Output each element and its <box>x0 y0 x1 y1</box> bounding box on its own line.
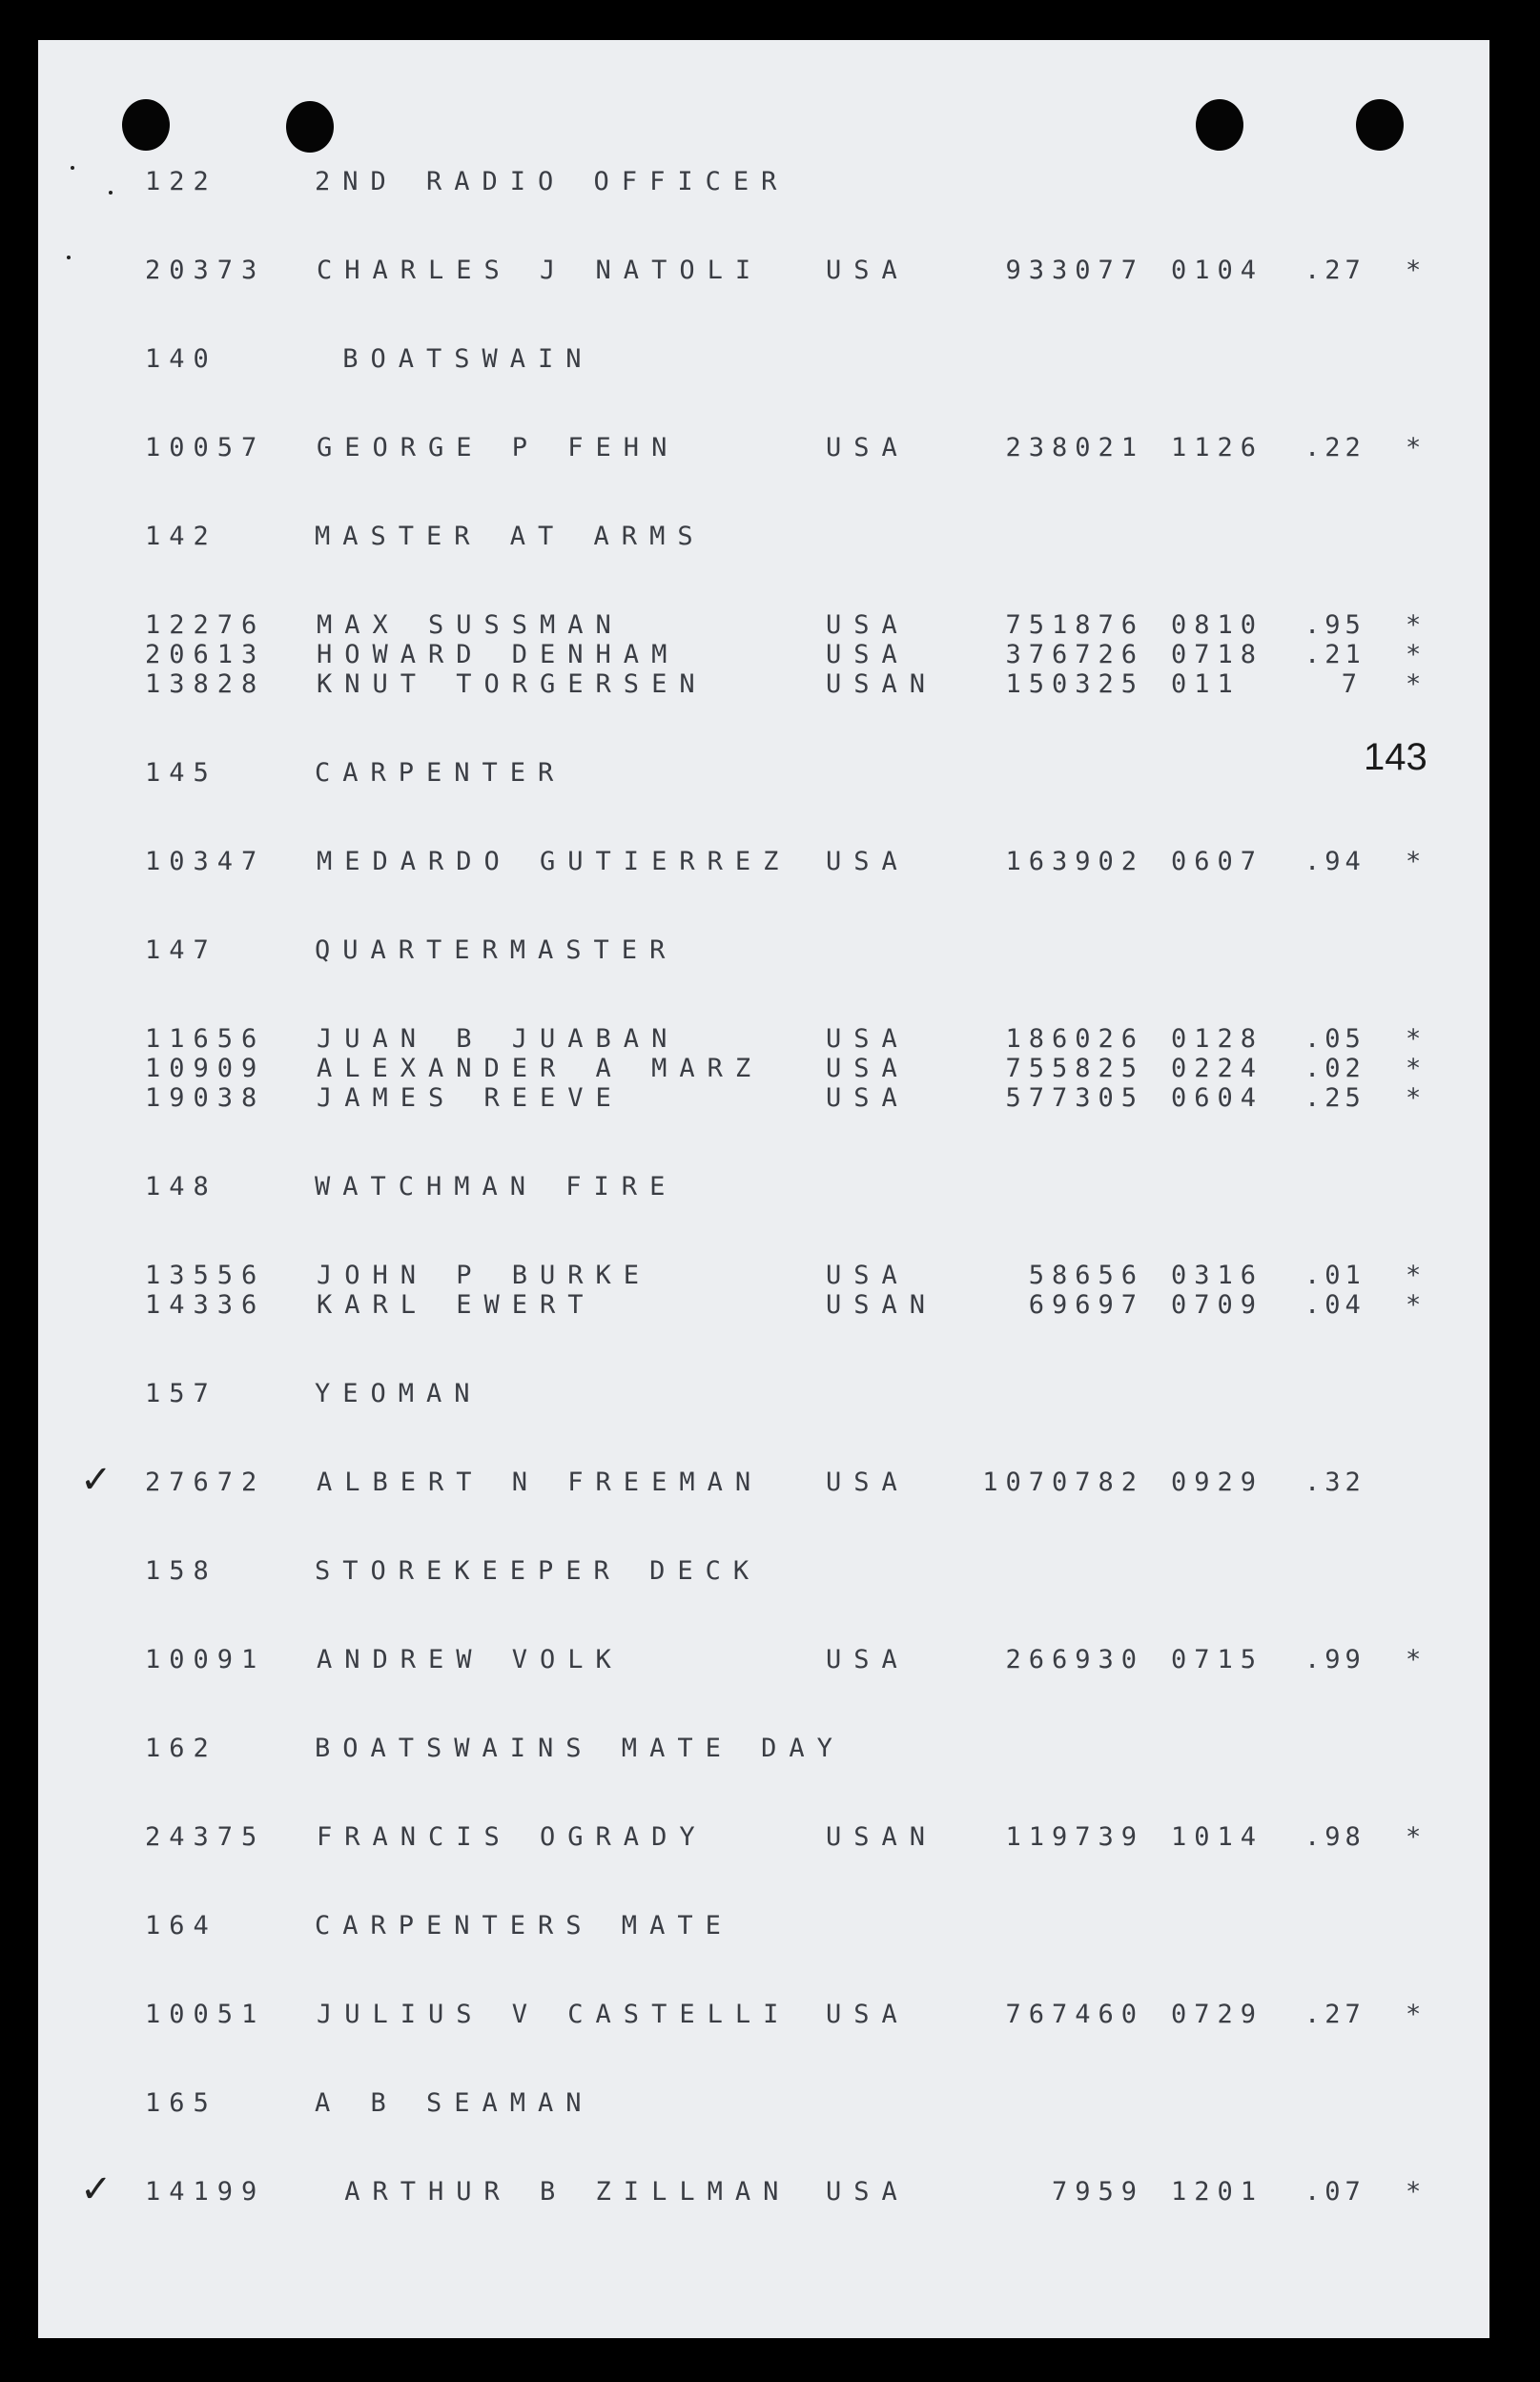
person-name: ALBERT N FREEMAN <box>317 1468 764 1497</box>
id-number: 186026 <box>1005 1024 1144 1054</box>
id-number: 58656 <box>1028 1261 1144 1290</box>
date-code: 0128 <box>1171 1024 1264 1054</box>
id-number: 150325 <box>1005 669 1144 699</box>
decimal-value: .99 <box>1304 1645 1365 1674</box>
date-code: 011 <box>1171 669 1241 699</box>
date-code: 1126 <box>1171 433 1264 462</box>
citizenship: USA <box>826 1468 910 1497</box>
citizenship: USA <box>826 2000 910 2029</box>
person-name: GEORGE P FEHN <box>317 433 680 462</box>
crew-entry-row <box>38 2167 1489 2215</box>
person-name: MAX SUSSMAN <box>317 610 624 640</box>
id-number: 577305 <box>1005 1083 1144 1113</box>
person-name: ARTHUR B ZILLMAN <box>317 2177 791 2207</box>
person-name: JULIUS V CASTELLI <box>317 2000 791 2029</box>
record-number: 24375 <box>145 1822 266 1852</box>
asterisk-mark: * <box>1406 610 1422 640</box>
person-name: ANDREW VOLK <box>317 1645 624 1674</box>
date-code: 0810 <box>1171 610 1264 640</box>
decimal-value: .98 <box>1304 1822 1365 1852</box>
decimal-value: 7 <box>1341 669 1362 699</box>
citizenship: USA <box>826 1645 910 1674</box>
punch-hole <box>122 99 170 151</box>
rating-heading-row <box>38 1734 1489 1772</box>
rating-heading-row <box>38 344 1489 382</box>
record-number: 11656 <box>145 1024 266 1054</box>
date-code: 0316 <box>1171 1261 1264 1290</box>
id-number: 238021 <box>1005 433 1144 462</box>
asterisk-mark: * <box>1406 1024 1422 1054</box>
citizenship: USA <box>826 1083 910 1113</box>
id-number: 767460 <box>1005 2000 1144 2029</box>
person-name: CHARLES J NATOLI <box>317 256 764 285</box>
record-number: 10051 <box>145 2000 266 2029</box>
crew-entry-row <box>38 1458 1489 1506</box>
record-number: 164 <box>145 1911 217 1941</box>
record-number: 20613 <box>145 640 266 669</box>
rating-title: A B SEAMAN <box>315 2088 594 2118</box>
rating-title: BOATSWAIN <box>315 344 594 374</box>
id-number: 751876 <box>1005 610 1144 640</box>
date-code: 1201 <box>1171 2177 1264 2207</box>
rating-heading-row <box>38 935 1489 974</box>
check-mark: ✓ <box>80 1458 113 1502</box>
person-name: ALEXANDER A MARZ <box>317 1054 764 1083</box>
id-number: 755825 <box>1005 1054 1144 1083</box>
crew-entry-row <box>38 847 1489 885</box>
decimal-value: .21 <box>1304 640 1365 669</box>
asterisk-mark: * <box>1406 1083 1422 1113</box>
asterisk-mark: * <box>1406 1054 1422 1083</box>
record-number: 158 <box>145 1556 217 1586</box>
record-number: 20373 <box>145 256 266 285</box>
date-code: 0729 <box>1171 2000 1264 2029</box>
record-number: 19038 <box>145 1083 266 1113</box>
crew-entry-row <box>38 669 1489 708</box>
asterisk-mark: * <box>1406 433 1422 462</box>
citizenship: USA <box>826 847 910 876</box>
date-code: 0104 <box>1171 256 1264 285</box>
citizenship: USA <box>826 1024 910 1054</box>
asterisk-mark: * <box>1406 256 1422 285</box>
decimal-value: .01 <box>1304 1261 1365 1290</box>
id-number: 119739 <box>1005 1822 1144 1852</box>
asterisk-mark: * <box>1406 640 1422 669</box>
decimal-value: .22 <box>1304 433 1365 462</box>
person-name: HOWARD DENHAM <box>317 640 680 669</box>
decimal-value: .02 <box>1304 1054 1365 1083</box>
rating-heading-row <box>38 758 1489 796</box>
record-number: 13828 <box>145 669 266 699</box>
record-number: 13556 <box>145 1261 266 1290</box>
citizenship: USA <box>826 640 910 669</box>
rating-title: STOREKEEPER DECK <box>315 1556 762 1586</box>
person-name: JUAN B JUABAN <box>317 1024 680 1054</box>
id-number: 69697 <box>1028 1290 1144 1320</box>
record-number: 10909 <box>145 1054 266 1083</box>
person-name: KNUT TORGERSEN <box>317 669 708 699</box>
decimal-value: .32 <box>1304 1468 1365 1497</box>
decimal-value: .95 <box>1304 610 1365 640</box>
record-number: 14336 <box>145 1290 266 1320</box>
decimal-value: .07 <box>1304 2177 1365 2207</box>
decimal-value: .05 <box>1304 1024 1365 1054</box>
rating-heading-row <box>38 2088 1489 2126</box>
asterisk-mark: * <box>1406 1822 1422 1852</box>
crew-entry-row <box>38 1083 1489 1121</box>
citizenship: USA <box>826 1261 910 1290</box>
date-code: 0715 <box>1171 1645 1264 1674</box>
id-number: 376726 <box>1005 640 1144 669</box>
person-name: FRANCIS OGRADY <box>317 1822 708 1852</box>
citizenship: USAN <box>826 669 938 699</box>
rating-title: WATCHMAN FIRE <box>315 1172 678 1201</box>
punch-hole <box>1196 99 1243 151</box>
record-number: 148 <box>145 1172 217 1201</box>
page-number: 143 <box>1364 736 1427 778</box>
asterisk-mark: * <box>1406 847 1422 876</box>
citizenship: USA <box>826 433 910 462</box>
crew-entry-row <box>38 2000 1489 2038</box>
asterisk-mark: * <box>1406 1261 1422 1290</box>
record-number: 165 <box>145 2088 217 2118</box>
citizenship: USA <box>826 256 910 285</box>
date-code: 0709 <box>1171 1290 1264 1320</box>
decimal-value: .27 <box>1304 256 1365 285</box>
person-name: MEDARDO GUTIERREZ <box>317 847 791 876</box>
id-number: 933077 <box>1005 256 1144 285</box>
rating-heading-row <box>38 167 1489 205</box>
record-number: 122 <box>145 167 217 196</box>
id-number: 163902 <box>1005 847 1144 876</box>
date-code: 0718 <box>1171 640 1264 669</box>
date-code: 0607 <box>1171 847 1264 876</box>
id-number: 1070782 <box>982 1468 1144 1497</box>
record-number: 14199 <box>145 2177 266 2207</box>
crew-entry-row <box>38 256 1489 294</box>
record-number: 10347 <box>145 847 266 876</box>
crew-entry-row <box>38 1290 1489 1328</box>
asterisk-mark: * <box>1406 1290 1422 1320</box>
date-code: 0604 <box>1171 1083 1264 1113</box>
id-number: 7959 <box>1051 2177 1144 2207</box>
decimal-value: .27 <box>1304 2000 1365 2029</box>
rating-title: QUARTERMASTER <box>315 935 678 965</box>
asterisk-mark: * <box>1406 2000 1422 2029</box>
citizenship: USAN <box>826 1290 938 1320</box>
rating-title: YEOMAN <box>315 1379 483 1408</box>
rating-title: MASTER AT ARMS <box>315 522 706 551</box>
record-number: 157 <box>145 1379 217 1408</box>
record-number: 145 <box>145 758 217 788</box>
crew-entry-row <box>38 433 1489 471</box>
rating-title: CARPENTER <box>315 758 566 788</box>
date-code: 0224 <box>1171 1054 1264 1083</box>
person-name: JOHN P BURKE <box>317 1261 652 1290</box>
date-code: 0929 <box>1171 1468 1264 1497</box>
id-number: 266930 <box>1005 1645 1144 1674</box>
rating-heading-row <box>38 522 1489 560</box>
crew-entry-row <box>38 1822 1489 1860</box>
record-number: 10091 <box>145 1645 266 1674</box>
record-number: 10057 <box>145 433 266 462</box>
rating-title: BOATSWAINS MATE DAY <box>315 1734 845 1763</box>
record-number: 140 <box>145 344 217 374</box>
rating-heading-row <box>38 1379 1489 1417</box>
punch-hole <box>1356 99 1404 151</box>
citizenship: USA <box>826 1054 910 1083</box>
date-code: 1014 <box>1171 1822 1264 1852</box>
citizenship: USA <box>826 610 910 640</box>
asterisk-mark: * <box>1406 1645 1422 1674</box>
decimal-value: .94 <box>1304 847 1365 876</box>
rating-heading-row <box>38 1172 1489 1210</box>
asterisk-mark: * <box>1406 669 1422 699</box>
record-number: 162 <box>145 1734 217 1763</box>
rating-heading-row <box>38 1911 1489 1949</box>
record-number: 147 <box>145 935 217 965</box>
crew-entry-row <box>38 1645 1489 1683</box>
document-sheet <box>38 40 1489 2338</box>
record-number: 27672 <box>145 1468 266 1497</box>
rating-title: CARPENTERS MATE <box>315 1911 733 1941</box>
citizenship: USAN <box>826 1822 938 1852</box>
citizenship: USA <box>826 2177 910 2207</box>
decimal-value: .25 <box>1304 1083 1365 1113</box>
asterisk-mark: * <box>1406 2177 1422 2207</box>
person-name: JAMES REEVE <box>317 1083 624 1113</box>
record-number: 12276 <box>145 610 266 640</box>
punch-hole <box>286 101 334 153</box>
person-name: KARL EWERT <box>317 1290 596 1320</box>
check-mark: ✓ <box>80 2167 113 2211</box>
rating-heading-row <box>38 1556 1489 1594</box>
decimal-value: .04 <box>1304 1290 1365 1320</box>
rating-title: 2ND RADIO OFFICER <box>315 167 790 196</box>
record-number: 142 <box>145 522 217 551</box>
